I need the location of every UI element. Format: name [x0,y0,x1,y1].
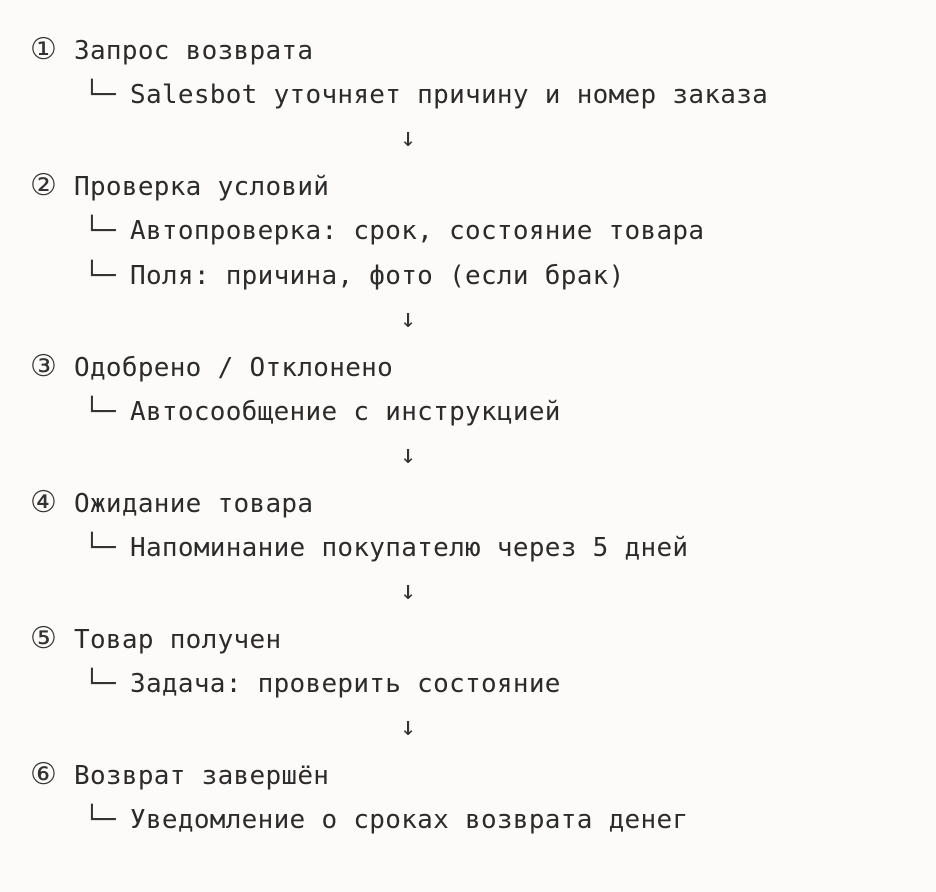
branch-connector-icon: └─ [84,397,116,427]
step-number: ① [30,32,58,67]
step-5-detail-1 [84,667,561,701]
step-4-detail-1 [84,531,688,565]
step-title: Возврат завершён [74,761,330,791]
step-2-row [30,169,329,203]
step-3-detail-1 [84,395,561,429]
step-number: ③ [30,349,58,384]
step-title: Ожидание товара [74,489,314,519]
step-title: Запрос возврата [74,36,314,66]
step-title: Одобрено / Отклонено [74,353,394,383]
step-1-row [30,33,313,67]
step-6-row [30,758,329,792]
down-arrow-icon: ↓ [400,576,416,606]
step-4-row [30,486,313,520]
step-detail-text: Уведомление о сроках возврата денег [130,805,689,835]
step-number: ⑥ [30,757,58,792]
step-detail-text: Salesbot уточняет причину и номер заказа [130,80,769,110]
step-detail-text: Автосообщение с инструкцией [130,397,561,427]
step-5-row [30,622,281,656]
step-detail-text: Напоминание покупателю через 5 дней [130,533,689,563]
step-title: Проверка условий [74,172,330,202]
down-arrow-icon: ↓ [400,440,416,470]
step-number: ⑤ [30,621,58,656]
step-1-detail-1 [84,78,768,112]
step-number: ④ [30,485,58,520]
step-number: ② [30,168,58,203]
down-arrow-icon: ↓ [400,712,416,742]
step-detail-text: Задача: проверить состояние [130,669,561,699]
step-detail-text: Автопроверка: срок, состояние товара [130,216,705,246]
branch-connector-icon: └─ [84,216,116,246]
down-arrow-icon: ↓ [400,123,416,153]
step-detail-text: Поля: причина, фото (если брак) [130,261,625,291]
branch-connector-icon: └─ [84,261,116,291]
down-arrow-icon: ↓ [400,304,416,334]
branch-connector-icon: └─ [84,533,116,563]
branch-connector-icon: └─ [84,805,116,835]
step-2-detail-2 [84,259,625,293]
branch-connector-icon: └─ [84,80,116,110]
step-3-row [30,350,393,384]
branch-connector-icon: └─ [84,669,116,699]
step-title: Товар получен [74,625,282,655]
step-6-detail-1 [84,803,688,837]
step-2-detail-1 [84,214,704,248]
